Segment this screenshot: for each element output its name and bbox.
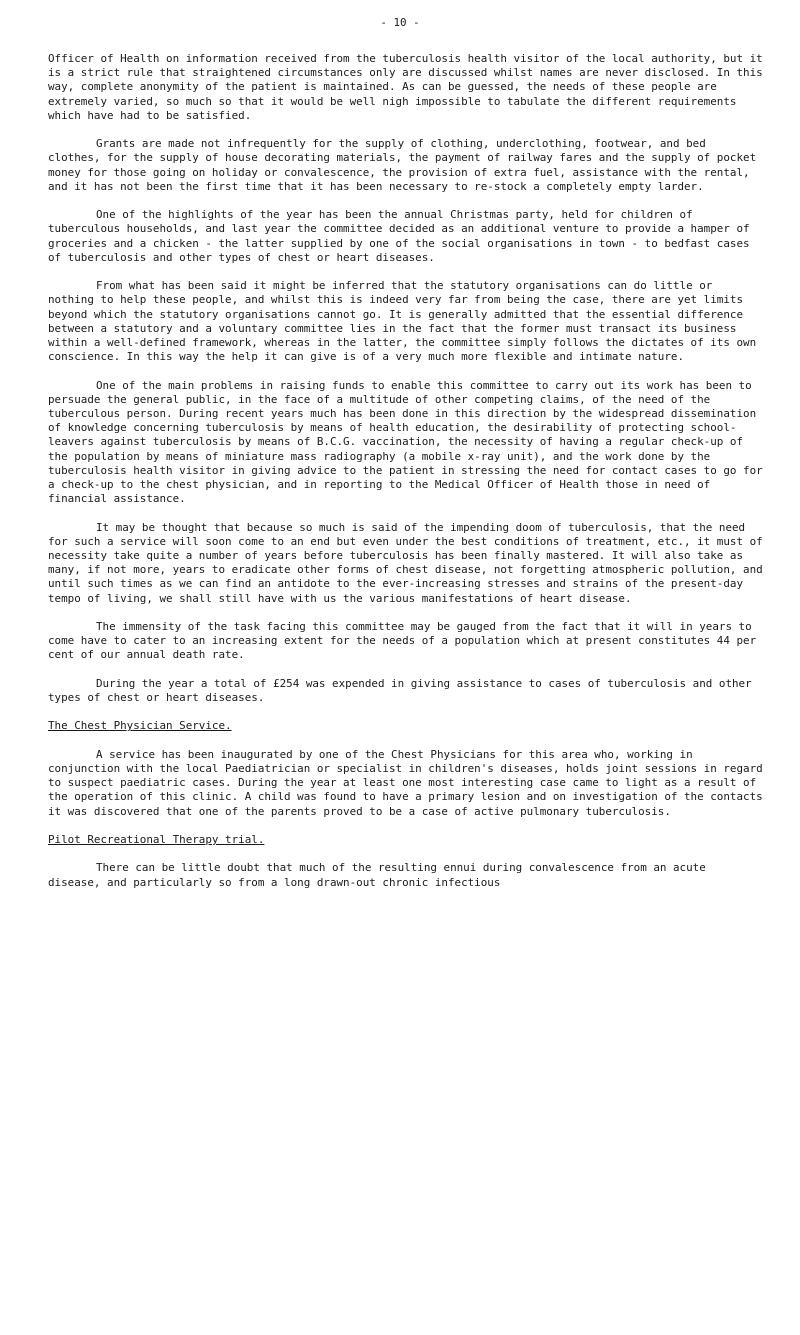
paragraph-officer: Officer of Health on information received from the tuberculosis health visitor of the local authority, but it is a strict rule that straightened circumstances only are discussed whilst names are never disclosed. In this way, complete anonymity of the patient is maintained. As can be guessed, the needs of these people are extremely varied, so much so that it would be well nigh impossible to tabulate the different requirements which have had to be satisfied. bbox=[48, 52, 763, 122]
section-heading-pilot-therapy: Pilot Recreational Therapy trial. bbox=[48, 833, 265, 847]
document-body bbox=[48, 52, 764, 904]
paragraph-grants: Grants are made not infrequently for the supply of clothing, underclothing, footwear, and bed clothes, for the supply of house decorating materials, the payment of railway fares and the supply of pocket money for those going on holiday or convalescence, the provision of extra fuel, assistance with the rental, and it has not been the first time that it has been necessary to re-stock a completely empty larder. bbox=[48, 137, 757, 193]
paragraph-expenditure: During the year a total of £254 was expended in giving assistance to cases of tuberculosis and other types of chest or heart diseases. bbox=[48, 676, 752, 705]
paragraph-chest-physician: A service has been inaugurated by one of the Chest Physicians for this area who, working in conjunction with the local Paediatrician or specialist in children's diseases, holds joint sessions in regard to suspect paediatric cases. During the year at least one most interesting case came to light as a result of the operation of this clinic. A child was found to have a primary lesion and on investigation of the contacts it was discovered that one of the parents proved to be a case of active pulmonary tuberculosis. bbox=[48, 747, 763, 818]
paragraph-statutory: From what has been said it might be inferred that the statutory organisations can do little or nothing to help these people, and whilst this is indeed very far from being the case, there are yet limits beyond which the statutory organisations cannot go. It is generally admitted that the essential difference between a statutory and a voluntary committee lies in the fact that the former must transact its business within a well-defined framework, whereas in the latter, the committee simply follows the dictates of its own conscience. In this way the help it can give is of a very much more flexible and intimate nature. bbox=[48, 279, 757, 364]
paragraph-immensity: The immensity of the task facing this committee may be gauged from the fact that it will in years to come have to cater to an increasing extent for the needs of a population which at present constitutes 44 per cent of our annual death rate. bbox=[48, 620, 757, 662]
paragraph-funds: One of the main problems in raising funds to enable this committee to carry out its work has been to persuade the general public, in the face of a multitude of other competing claims, of the need of the tuberculous person. During recent years much has been done in this direction by the widespread dissemination of knowledge concerning tuberculosis by means of health education, the desirability of protecting school-leavers against tuberculosis by means of B.C.G. vaccination, the necessity of having a regular check-up of the population by means of miniature mass radiography (a mobile x-ray unit), and the work done by the tuberculosis health visitor in giving advice to the patient in stressing the need for contact cases to go for a check-up to the chest physician, and in reporting to the Medical Officer of Health those in need of financial assistance. bbox=[48, 378, 763, 506]
paragraph-doom: It may be thought that because so much is said of the impending doom of tuberculosis, that the need for such a service will soon come to an end but even under the best conditions of treatment, etc., it must of necessity take quite a number of years before tuberculosis has been finally mastered. It will also take as many, if not more, years to eradicate other forms of chest disease, not forgetting atmospheric pollution, and until such times as we can find an antidote to the ever-increasing stresses and strains of the present-day tempo of living, we shall still have with us the various manifestations of heart disease. bbox=[48, 520, 763, 605]
paragraph-pilot-therapy: There can be little doubt that much of the resulting ennui during convalescence from an acute disease, and particularly so from a long drawn-out chronic infectious bbox=[48, 861, 706, 889]
paragraph-christmas: One of the highlights of the year has been the annual Christmas party, held for children of tuberculous households, and last year the committee decided as an additional venture to provide a hamper of groceries and a chicken - the latter supplied by one of the social organisations in town - to bedfast cases of tuberculosis and other types of chest or heart diseases. bbox=[48, 208, 750, 264]
section-heading-chest-physician: The Chest Physician Service. bbox=[48, 719, 232, 733]
page-number: - 10 - bbox=[380, 16, 420, 29]
